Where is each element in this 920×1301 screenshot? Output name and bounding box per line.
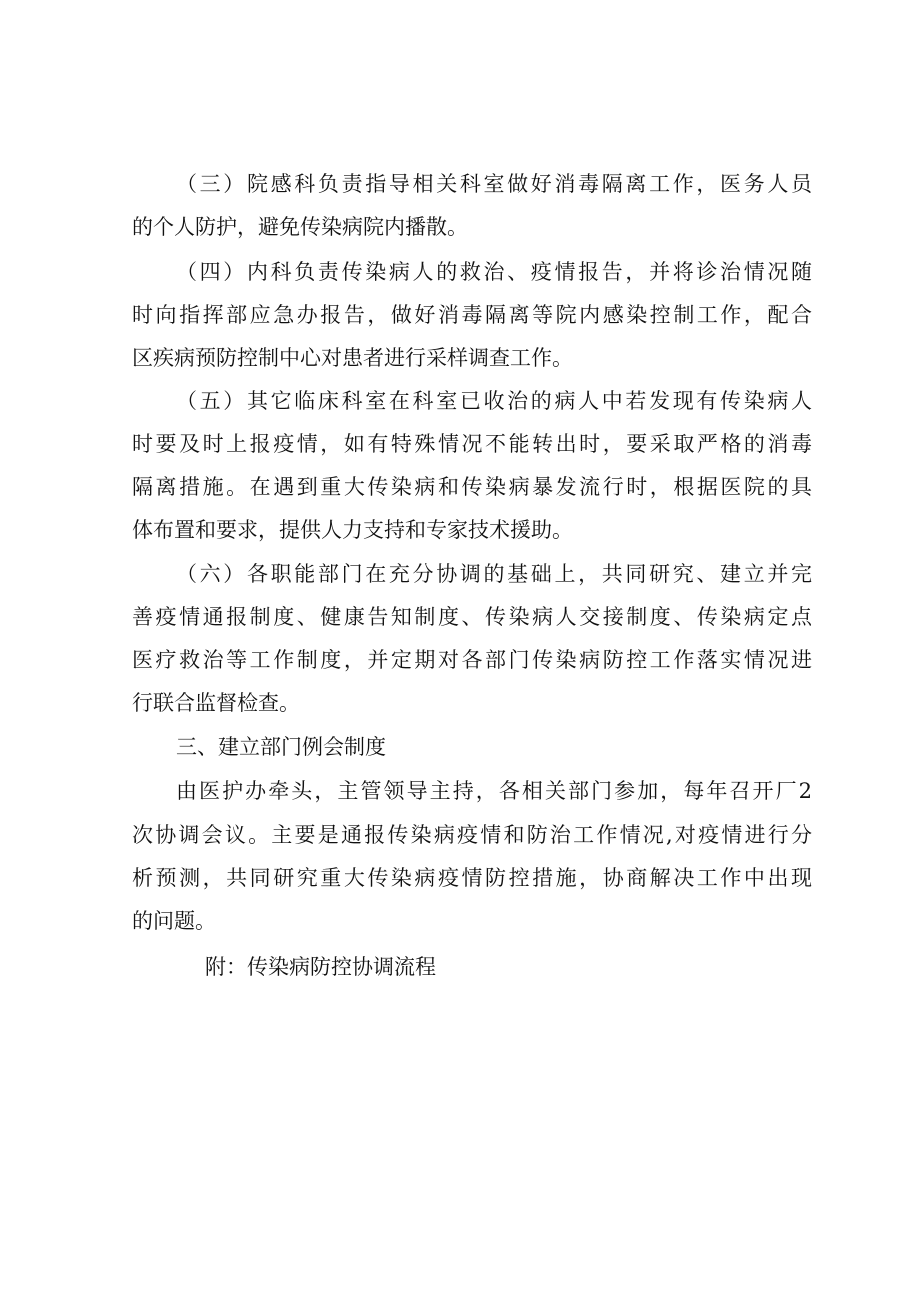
paragraph-5-line-2: 时要及时上报疫情，如有特殊情况不能转出时，要采取严格的消毒	[132, 432, 812, 456]
meeting-paragraph-line-3: 析预测，共同研究重大传染病疫情防控措施，协商解决工作中出现	[132, 866, 812, 890]
paragraph-5-line-4: 体布置和要求，提供人力支持和专家技术援助。	[132, 518, 573, 542]
paragraph-5-line-3: 隔离措施。在遇到重大传染病和传染病暴发流行时，根据医院的具	[132, 475, 812, 499]
paragraph-3-line-1: （三）院感科负责指导相关科室做好消毒隔离工作，医务人员	[176, 172, 812, 196]
paragraph-4-line-1: （四）内科负责传染病人的救治、疫情报告，并将诊治情况随	[176, 260, 812, 284]
paragraph-6-line-3: 医疗救治等工作制度，并定期对各部门传染病防控工作落实情况进	[132, 648, 812, 672]
paragraph-6-line-2: 善疫情通报制度、健康告知制度、传染病人交接制度、传染病定点	[132, 605, 812, 629]
paragraph-3-line-2: 的个人防护，避免传染病院内播散。	[132, 215, 468, 239]
paragraph-4-line-3: 区疾病预防控制中心对患者进行采样调查工作。	[132, 346, 573, 370]
paragraph-6-line-4: 行联合监督检查。	[132, 691, 300, 715]
paragraph-6-line-1: （六）各职能部门在充分协调的基础上，共同研究、建立并完	[176, 562, 812, 586]
meeting-paragraph-line-1: 由医护办牵头，主管领导主持，各相关部门参加，每年召开厂2	[176, 779, 812, 803]
meeting-paragraph-line-4: 的问题。	[132, 909, 216, 933]
section-heading: 三、建立部门例会制度	[176, 735, 386, 759]
attachment-note: 附：传染病防控协调流程	[205, 955, 436, 979]
paragraph-5-line-1: （五）其它临床科室在科室已收治的病人中若发现有传染病人	[176, 389, 812, 413]
paragraph-4-line-2: 时向指挥部应急办报告，做好消毒隔离等院内感染控制工作，配合	[132, 303, 812, 327]
meeting-paragraph-line-2: 次协调会议。主要是通报传染病疫情和防治工作情况,对疫情进行分	[132, 823, 812, 847]
